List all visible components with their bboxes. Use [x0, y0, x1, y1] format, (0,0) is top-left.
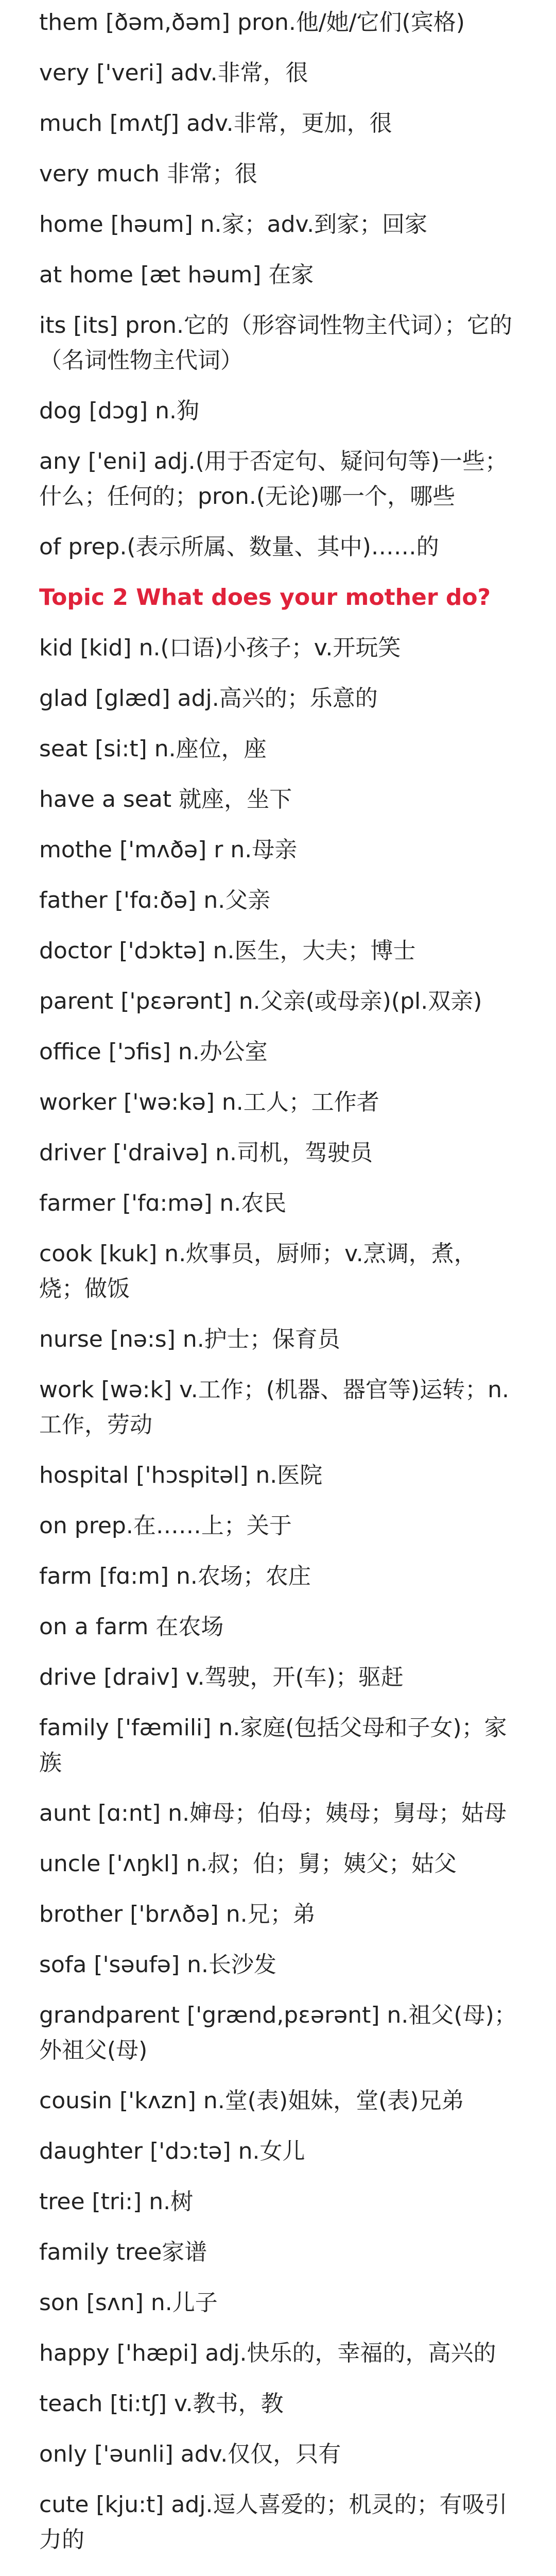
vocab-entry: farmer ['fɑ:mə] n.农民 [39, 1190, 287, 1216]
vocab-entry: nurse [nə:s] n.护士；保育员 [39, 1326, 340, 1352]
vocab-entry: only ['əunli] adv.仅仅，只有 [39, 2441, 341, 2467]
vocab-entry: its [its] pron.它的（形容词性物主代词）；它的（名词性物主代词） [39, 312, 512, 374]
vocab-entry: farm [fɑ:m] n.农场；农庄 [39, 1563, 311, 1589]
vocab-entry: at home [æt həum] 在家 [39, 262, 314, 288]
vocab-entry: cute [kju:t] adj.逗人喜爱的；机灵的；有吸引力的 [39, 2492, 508, 2553]
vocab-entry: sofa ['səufə] n.长沙发 [39, 1952, 277, 1978]
vocab-entry: have a seat 就座，坐下 [39, 786, 292, 812]
vocab-entry: daughter ['dɔ:tə] n.女儿 [39, 2138, 305, 2164]
vocab-entry: hospital ['hɔspitəl] n.医院 [39, 1462, 323, 1488]
vocab-entry: doctor ['dɔktə] n.医生，大夫；博士 [39, 938, 416, 964]
vocab-entry: cousin ['kʌzn] n.堂(表)姐妹，堂(表)兄弟 [39, 2088, 464, 2114]
vocab-entry: of prep.(表示所属、数量、其中)……的 [39, 534, 439, 560]
vocab-entry: father ['fɑ:ðə] n.父亲 [39, 887, 271, 913]
vocab-entry: much [mʌtʃ] adv.非常，更加，很 [39, 110, 392, 137]
vocab-entry: teach [ti:tʃ] v.教书，教 [39, 2391, 284, 2417]
vocab-entry: office ['ɔfis] n.办公室 [39, 1039, 268, 1065]
vocab-entry: home [həum] n.家；adv.到家；回家 [39, 211, 428, 238]
vocab-entry: seat [si:t] n.座位，座 [39, 736, 267, 762]
vocab-entry: on prep.在……上；关于 [39, 1513, 292, 1539]
vocab-entry: very much 非常；很 [39, 161, 258, 187]
vocab-entry: them [ðəm,ðəm] pron.他/她/它们(宾格) [39, 9, 465, 36]
vocab-entry: driver ['draivə] n.司机，驾驶员 [39, 1140, 373, 1166]
section-topic-2 [39, 580, 517, 2576]
vocab-entry: very ['veri] adv.非常，很 [39, 60, 308, 86]
vocab-entry: uncle ['ʌŋkl] n.叔；伯；舅；姨父；姑父 [39, 1851, 457, 1877]
vocab-entry: worker ['wə:kə] n.工人；工作者 [39, 1089, 379, 1115]
vocab-entry: family ['fæmili] n.家庭(包括父母和子女)；家族 [39, 1715, 507, 1776]
vocab-entry: dog [dɔg] n.狗 [39, 398, 199, 424]
vocab-entry: drive [draiv] v.驾驶，开(车)；驱赶 [39, 1664, 404, 1690]
vocab-entry: grandparent ['grænd,pɛərənt] n.祖父(母)；外祖父(母) [39, 2002, 517, 2063]
vocab-entry: son [sʌn] n.儿子 [39, 2290, 218, 2316]
vocab-entry: happy ['hæpi] adj.快乐的，幸福的，高兴的 [39, 2340, 496, 2366]
vocab-entry: tree [tri:] n.树 [39, 2189, 194, 2215]
topic-heading: Topic 2 What does your mother do? [39, 584, 491, 611]
vocab-entry: aunt [ɑ:nt] n.婶母；伯母；姨母；舅母；姑母 [39, 1800, 507, 1826]
vocab-entry [39, 2573, 517, 2576]
vocab-entry: mothe ['mʌðə] r n.母亲 [39, 837, 298, 863]
section-0 [39, 5, 517, 565]
vocab-entry: parent ['pɛərənt] n.父亲(或母亲)(pl.双亲) [39, 988, 482, 1014]
vocab-entry: cook [kuk] n.炊事员，厨师；v.烹调，煮，烧；做饭 [39, 1241, 477, 1302]
vocab-entry: brother ['brʌðə] n.兄；弟 [39, 1901, 316, 1927]
vocab-entry: any ['eni] adj.(用于否定句、疑问句等)一些；什么；任何的；pron.(无论)哪一个，哪些 [39, 448, 508, 510]
vocab-entry: on a farm 在农场 [39, 1614, 224, 1640]
vocab-entry: kid [kid] n.(口语)小孩子；v.开玩笑 [39, 635, 401, 661]
vocab-entry: work [wə:k] v.工作；(机器、器官等)运转；n.工作，劳动 [39, 1377, 509, 1438]
vocab-entry: family tree家谱 [39, 2239, 207, 2265]
vocab-entry: glad [glæd] adj.高兴的；乐意的 [39, 685, 378, 711]
